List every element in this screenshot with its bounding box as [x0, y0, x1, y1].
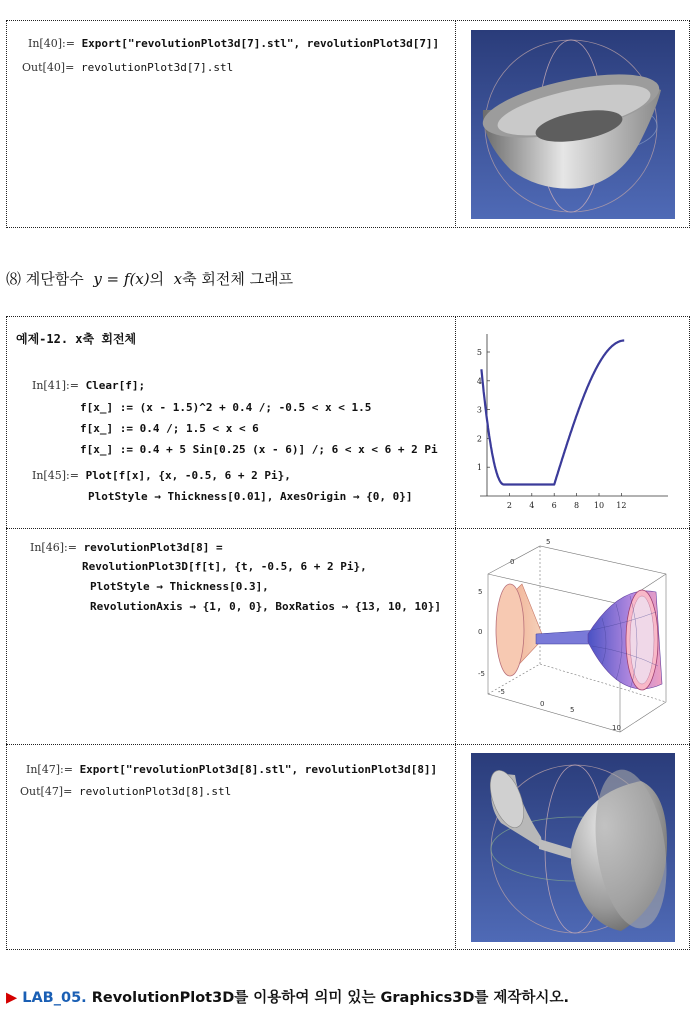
in45-line2: PlotStyle → Thickness[0.01], AxesOrigin → {0, 0}]	[88, 490, 413, 503]
in47-code: Export["revolutionPlot3d[8].stl", revolutionPlot3d[8]]	[79, 763, 438, 776]
revolution-3d-plot	[470, 534, 682, 738]
x-tick-label: 8	[574, 501, 580, 510]
section-heading	[6, 268, 293, 289]
y-tick-label: 1	[476, 463, 482, 473]
in41-line4: f[x_] := 0.4 + 5 Sin[0.25 (x - 6)] /; 6 < x < 6 + 2 Pi	[80, 443, 438, 456]
in41-prompt: In[41]:=	[32, 379, 79, 392]
y-tick-label: 3	[476, 405, 482, 415]
heading-var: x	[173, 270, 183, 288]
out47-prompt: Out[47]=	[20, 785, 73, 798]
x-tick-label: 12	[616, 501, 627, 510]
x-tick-label: 4	[529, 501, 535, 510]
in41-line2: f[x_] := (x - 1.5)^2 + 0.4 /; -0.5 < x < 1.5	[80, 401, 372, 414]
tick-bottom-5: 5	[570, 706, 575, 714]
top-cell-divider	[455, 20, 456, 228]
heading-text-b: 의	[149, 270, 165, 288]
y-tick-label: 5	[476, 348, 482, 357]
in40-prompt: In[40]:=	[28, 37, 75, 50]
in46-code-1: revolutionPlot3d[8] =	[83, 541, 223, 554]
heading-text-a: 계단함수	[25, 270, 84, 288]
in40-line	[28, 34, 439, 54]
heading-text-c: 축 회전체 그래프	[182, 270, 294, 288]
in41-code-1: Clear[f];	[85, 379, 146, 392]
lab-tag: LAB_05.	[22, 990, 87, 1006]
x-tick-label: 10	[593, 501, 605, 510]
example-col-divider	[455, 316, 456, 950]
out47-code: revolutionPlot3d[8].stl	[78, 785, 232, 798]
lab-text: RevolutionPlot3D를 이용하여 의미 있는 Graphics3D를 제작하시오.	[91, 990, 569, 1006]
example-title: 예제-12. x축 회전체	[16, 332, 137, 346]
out40-line	[22, 58, 233, 78]
out47-line	[20, 782, 231, 802]
in41-line1	[32, 376, 145, 396]
y-tick-label: 4	[476, 376, 482, 386]
out40-code: revolutionPlot3d[7].stl	[80, 61, 234, 74]
in46-line4: RevolutionAxis → {1, 0, 0}, BoxRatios → {13, 10, 10}]	[90, 600, 441, 613]
bowl-render-image	[471, 30, 675, 219]
tick-bottom-neg5: -5	[498, 688, 505, 696]
example-row-divider-1	[6, 528, 690, 529]
x-tick-label: 6	[551, 501, 557, 510]
in45-prompt: In[45]:=	[32, 469, 79, 482]
in47-line	[26, 760, 437, 780]
heading-math: y = f(x)	[93, 270, 150, 288]
in47-prompt: In[47]:=	[26, 763, 73, 776]
in40-code: Export["revolutionPlot3d[7].stl", revolutionPlot3d[7]]	[81, 37, 440, 50]
plot-series-line	[481, 341, 624, 485]
in46-line3: PlotStyle → Thickness[0.3],	[90, 580, 269, 593]
lab-instruction	[6, 986, 569, 1007]
stl-render-image	[471, 753, 675, 942]
tick-left-5: 5	[478, 588, 483, 596]
in46-prompt: In[46]:=	[30, 541, 77, 554]
out40-prompt: Out[40]=	[22, 61, 75, 74]
triangle-right-icon: ▶	[6, 990, 18, 1006]
heading-number: ⑻	[6, 270, 22, 288]
tick-left-neg5: -5	[478, 670, 485, 678]
y-tick-label: 2	[476, 434, 482, 444]
in46-line2: RevolutionPlot3D[f[t], {t, -0.5, 6 + 2 Pi},	[82, 560, 367, 573]
tick-top-5: 5	[546, 538, 551, 546]
in45-code-1: Plot[f[x], {x, -0.5, 6 + 2 Pi},	[85, 469, 291, 482]
in45-line1	[32, 466, 291, 486]
example-row-divider-2	[6, 744, 690, 745]
tick-top-0: 0	[510, 558, 515, 566]
tick-bottom-10: 10	[612, 724, 621, 732]
tick-bottom-0: 0	[540, 700, 545, 708]
in41-line3: f[x_] := 0.4 /; 1.5 < x < 6	[80, 422, 259, 435]
step-function-plot	[468, 326, 680, 522]
x-tick-label: 2	[506, 501, 512, 510]
in46-line1	[30, 538, 223, 558]
tick-left-0: 0	[478, 628, 483, 636]
